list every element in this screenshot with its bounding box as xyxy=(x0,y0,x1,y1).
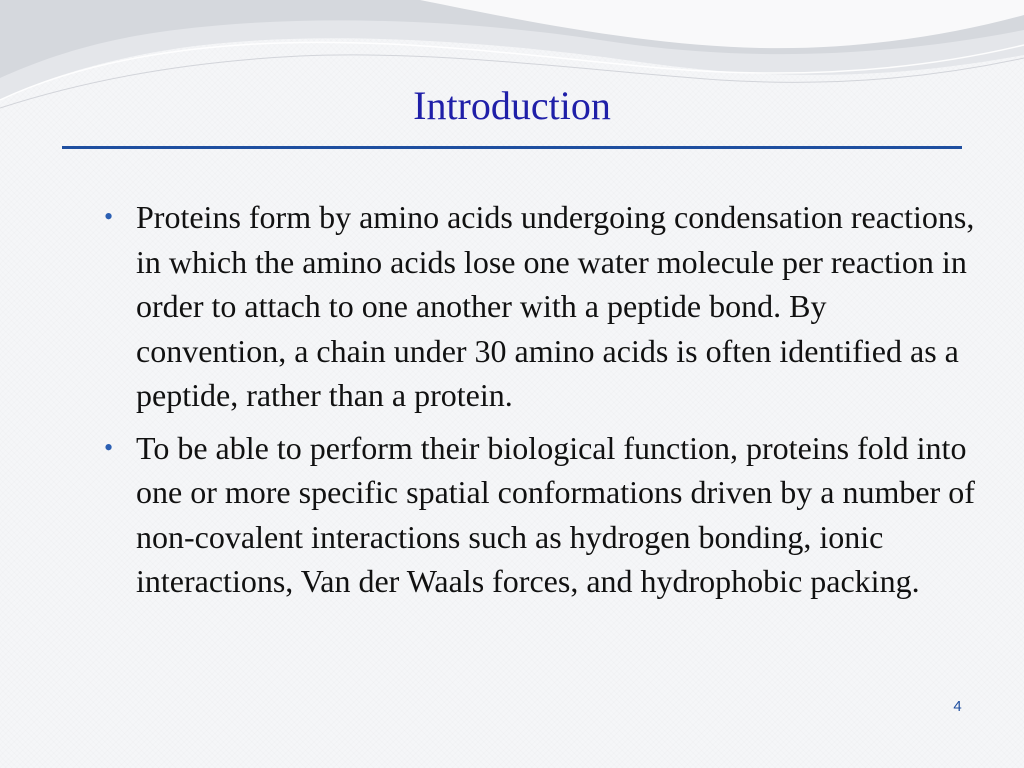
page-number: 4 xyxy=(953,698,962,715)
bullet-dot-icon: • xyxy=(104,202,114,231)
bullet-dot-icon: • xyxy=(104,432,114,462)
bullet-text: To be able to perform their biological function, proteins fold into one or more specific spatial conformations driven by a number of non-covalent interactions such as hydrogen bonding, ionic interactions, Van der Waals forces, and hydrophobic packing. xyxy=(136,429,975,599)
bullet-item xyxy=(96,426,976,604)
bullet-item xyxy=(96,195,976,418)
title-underline xyxy=(62,146,962,149)
bullet-list xyxy=(96,195,976,612)
slide-title: Introduction xyxy=(413,83,611,128)
bullet-text: Proteins form by amino acids undergoing condensation reactions, in which the amino acids lose one water molecule per reaction in order to attach to one another with a peptide bond. By convention, a chain under 30 amino acids is often identified as a peptide, rather than a protein. xyxy=(136,199,975,413)
